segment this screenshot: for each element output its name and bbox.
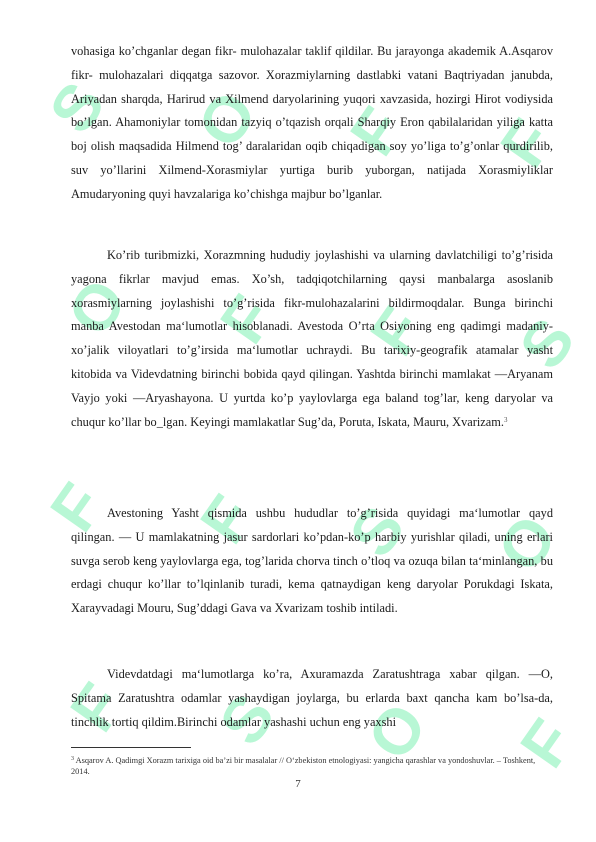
watermark-mark: O <box>353 690 441 773</box>
watermark-mark: O <box>53 266 141 349</box>
watermark-mark: F <box>186 482 268 557</box>
paragraph-2-text: Ko’rib turibmizki, Xorazmning hududiy joylashishi va ularning davlatchiligi to’g’risida yagona fikrlar mavjud emas. Xo’sh, tadqiqotchilarning qaysi manbalarga asoslanib xorasmiylarning joylashishi to’g’risida fikr-mulohazalarini bildirmoqdalar. Bunga birinchi manba Avestodan ma‘lumotlar hisoblanadi. Avestoda O’rta Osiyoning eng qadimgi madaniy-xo’jalik viloyatlari to’g’irsida ma‘lumotlar uchraydi. Bu tarixiy-geografik atamalar yasht kitobida va Videvdatning birinchi bobida qayd qilingan. Yashtda birinchi mamlakat —Aryanam Vayjo yoki —Aryashayona. U yurtda ko’p yaylovlarga ega baland tog’lar, keng daryolar va chuqur ko’llar bo_lgan. Keyingi mamlakatlar Sug’da, Poruta, Iskata, Mauru, Xvarizam. <box>71 248 553 429</box>
footnote-number: 3 <box>71 756 74 762</box>
paragraph-1 <box>71 40 553 207</box>
watermark-mark: F <box>206 282 288 357</box>
watermark-mark: S <box>205 681 289 758</box>
footnote-text: Asqarov A. Qadimgi Xorazm tarixiga oid ba’zi bir masalalar // O‘zbekiston etnologiyasi: yangicha qarashlar va yondoshuvlar. – Toshkent, 2014. <box>71 756 536 776</box>
footnote <box>71 755 553 777</box>
watermark-mark: S <box>35 69 119 146</box>
paragraph-4 <box>71 663 553 734</box>
watermark-mark: F <box>336 94 418 169</box>
watermark-mark: F <box>356 294 438 369</box>
watermark-mark: F <box>506 706 588 781</box>
watermark-mark: S <box>505 305 589 382</box>
footnote-reference[interactable]: 3 <box>503 415 508 424</box>
watermark-mark: F <box>56 670 138 745</box>
paragraph-4-text: Videvdatdagi ma‘lumotlarga ko’ra, Axuramazda Zaratushtraga xabar qilgan. —O, Spitama Zaratushtra odamlar yashaydigan joylarga, bu erlarda baxt qancha kam bo’lsa-da, tinchlik tortiq qildim.Birinchi odamlar yashashi uchun eng yaxshi <box>71 667 553 729</box>
watermark-mark: O <box>183 78 271 161</box>
paragraph-3-text: Avestoning Yasht qismida ushbu hududlar to’g’risida quyidagi ma‘lumotlar qayd qilingan. — U mamlakatning jasur sardorlari ko’pdan-ko’p harbiy yurishlar qiladi, uning erlari suvga serob keng yaylovlarga ega, tog’larida chorva tinch o’tloq va ozuqa bilan ta‘minlangan, bu erdagi chuqur ko’llar to’lqinlanib turadi, kema qatnaydigan keng daryolar Porukdagi Iskata, Xarayvadagi Mouru, Sug’ddagi Gava va Xvarizam toshib intiladi. <box>71 506 553 616</box>
page-number: 7 <box>295 778 301 790</box>
paragraph-3 <box>71 502 553 621</box>
watermark-mark: O <box>483 502 571 585</box>
paragraph-2 <box>71 244 553 434</box>
footnote-divider <box>71 747 191 748</box>
watermark-mark: F <box>36 470 118 545</box>
watermark-mark: S <box>335 493 419 570</box>
paragraph-1-text: vohasiga ko’chganlar degan fikr- mulohazalar taklif qildilar. Bu jarayonga akademik A.Asqarov fikr- mulohazalari diqqatga sazovor. Xorazmiylarning dastlabki vatani Baqtriyadan janubda, Ariyadan sharqda, Harirud va Xilmend daryolarining yuqori xavzasida, hozirgi Hirot vodiysida bo’lgan. Ahamoniylar tomonidan tazyiq o’tqazish orqali Sharqiy Eron qabilalaridan yiliga katta boj olish maqsadida Hilmend tog’ daralaridan oqib chiqadigan soy yo’liga to’g’onlar qurdirilib, suv yo’llarini Xilmend-Xorasmiylar yurtiga burib yuborgan, natijada Xorasmiyliklar Amudaryoning quyi havzalariga ko’chishga majbur bo’lganlar. <box>71 44 553 201</box>
watermark-mark: F <box>486 106 568 181</box>
